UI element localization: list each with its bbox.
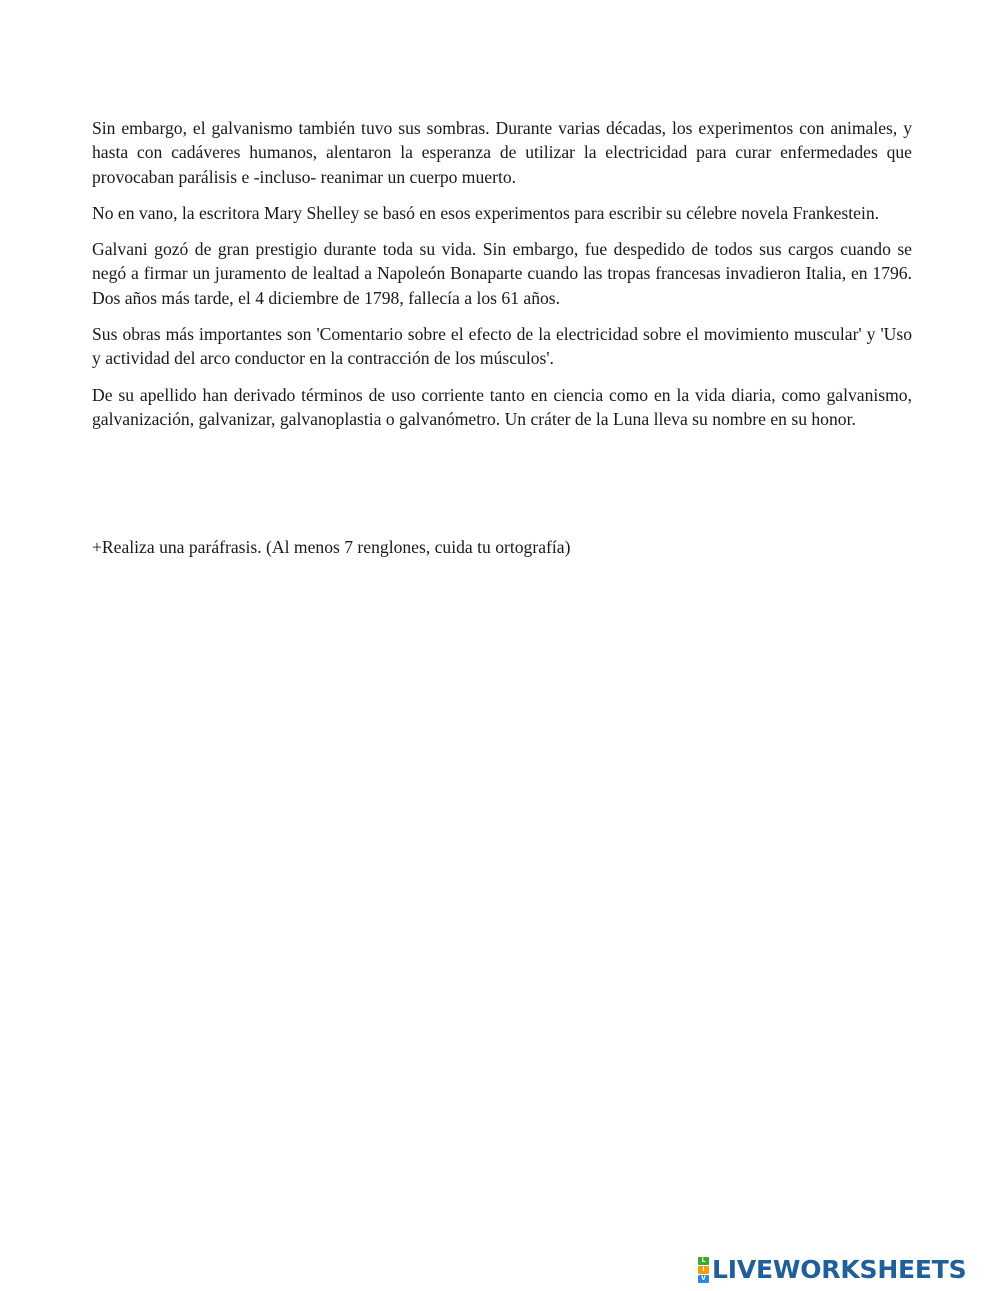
instruction-parafrasis: +Realiza una paráfrasis. (Al menos 7 renglones, cuida tu ortografía) [92,537,571,557]
paragraph-obras-importantes: Sus obras más importantes son 'Comentario sobre el efecto de la electricidad sobre el movimiento muscular' y 'Uso y actividad del arco conductor en la contracción de los músculos'. [92,324,912,369]
paragraph-mary-shelley: No en vano, la escritora Mary Shelley se basó en esos experimentos para escribir su célebre novela Frankestein. [92,202,880,223]
paragraph-galvanismo-sombras: Sin embargo, el galvanismo también tuvo sus sombras. Durante varias décadas, los experimentos con animales, y hasta con cadáveres humanos, alentaron la esperanza de utilizar la electricidad para curar enfermedades que provocaban parálisis e -incluso- reanimar un cuerpo muerto. [92,118,912,187]
logo-letter-l: L [698,1257,709,1265]
liveworksheets-logo-icon [698,1257,709,1283]
brand-name: LIVEWORKSHEETS [712,1255,967,1284]
logo-letter-v: V [698,1275,709,1283]
paragraph-terminos-derivados: De su apellido han derivado términos de uso corriente tanto en ciencia como en la vida diaria, como galvanismo, galvanización, galvanizar, galvanoplastia o galvanómetro. Un cráter de la Luna lleva su nombre en su honor. [92,384,912,429]
liveworksheets-brand[interactable] [698,1255,966,1285]
document-body [92,116,912,443]
paragraph-galvani-prestigio: Galvani gozó de gran prestigio durante toda su vida. Sin embargo, fue despedido de todos sus cargos cuando se negó a firmar un juramento de lealtad a Napoleón Bonaparte cuando las tropas francesas invadieron Italia, en 1796. Dos años más tarde, el 4 diciembre de 1798, fallecía a los 61 años. [92,239,912,308]
logo-letter-i: I [698,1266,709,1274]
